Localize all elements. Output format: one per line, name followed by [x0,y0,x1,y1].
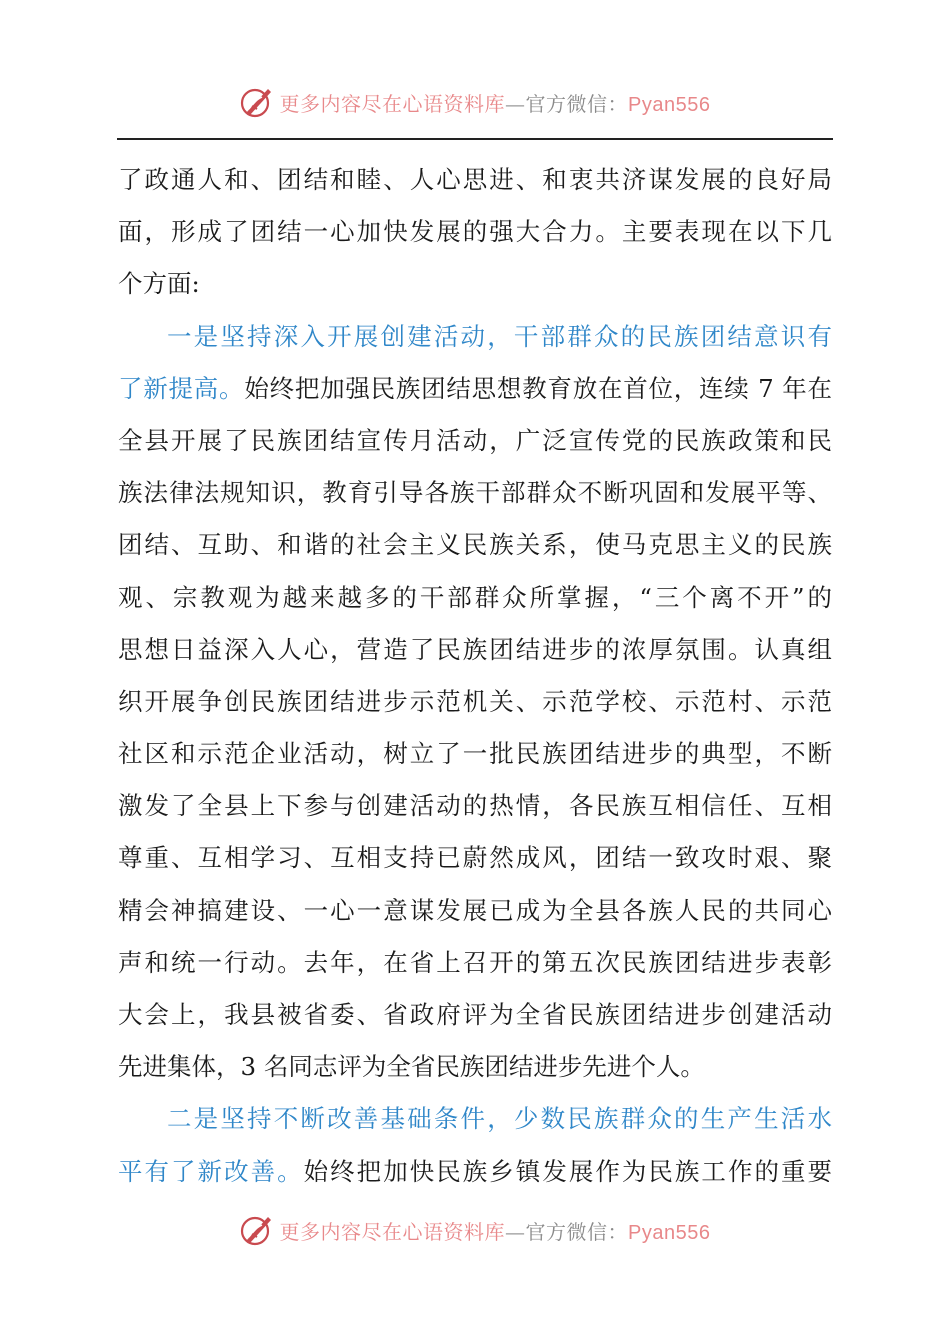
body-text-run: 始终把加强民族团结思想教育放在首位，连续 7 年在 [244,373,832,403]
footer-wechat-id: Pyan556 [628,1221,711,1244]
document-body [118,154,832,1198]
body-text-run: 观、宗教观为越来越多的干部群众所掌握，“三个离不开”的 [118,582,832,612]
header-divider [117,138,833,140]
body-text-run: 始终把加快民族乡镇发展作为民族工作的重要 [303,1156,833,1186]
quill-logo-icon [240,1213,274,1247]
body-text-run: 声和统一行动。去年，在省上召开的第五次民族团结进步表彰 [118,947,832,977]
highlighted-heading: 二是坚持不断改善基础条件，少数民族群众的生产生活水 [167,1104,832,1134]
body-text-run: 激发了全县上下参与创建活动的热情，各民族互相信任、互相 [118,791,832,821]
highlighted-heading: 一是坚持深入开展创建活动，干部群众的民族团结意识有 [167,321,832,351]
body-text-run: 先进集体，3 名同志评为全省民族团结进步先进个人。 [118,1052,705,1082]
body-text-run: 全县开展了民族团结宣传月活动，广泛宣传党的民族政策和民 [118,425,832,455]
footer-brand-name: 更多内容尽在心语资料库 [279,1219,506,1244]
body-text-run: 精会神搞建设、一心一意谋发展已成为全县各族人民的共同心 [118,895,832,925]
text-line [118,467,832,519]
body-text-run: 尊重、互相学习、互相支持已蔚然成风，团结一致攻时艰、聚 [118,843,832,873]
body-text-run: 社区和示范企业活动，树立了一批民族团结进步的典型，不断 [118,739,832,769]
text-line [118,728,832,780]
body-text-run: 了政通人和、团结和睦、人心思进、和衷共济谋发展的良好局 [118,165,832,194]
body-text-run: 织开展争创民族团结进步示范机关、示范学校、示范村、示范 [118,686,832,716]
body-text-run: 思想日益深入人心，营造了民族团结进步的浓厚氛围。认真组 [118,634,832,664]
page-footer [0,1208,950,1252]
text-line [118,624,832,676]
text-line [118,519,832,571]
body-text-run: 族法律法规知识，教育引导各族干部群众不断巩固和发展平等、 [118,478,832,508]
footer-separator: — [505,1219,526,1244]
footer-brand [280,1216,711,1245]
text-line [118,363,832,415]
text-line [118,311,832,363]
header-brand [280,88,711,117]
header-wechat-label: 官方微信： [525,91,629,116]
text-line [118,258,832,310]
text-line [118,206,832,258]
text-line [118,676,832,728]
footer-wechat-label: 官方微信： [525,1219,629,1244]
text-line [118,832,832,884]
quill-logo-icon [240,85,274,119]
text-line [118,1093,832,1145]
text-line [118,572,832,624]
text-line [118,415,832,467]
page-header [0,80,950,124]
text-line [118,885,832,937]
text-line [118,989,832,1041]
body-text-run: 个方面: [118,269,200,299]
highlighted-heading: 平有了新改善。 [118,1156,304,1186]
body-text-run: 团结、互助、和谐的社会主义民族关系，使马克思主义的民族 [118,530,832,560]
header-wechat-id: Pyan556 [628,93,711,116]
body-text-run: 大会上，我县被省委、省政府评为全省民族团结进步创建活动 [118,1000,832,1029]
highlighted-heading: 了新提高。 [118,373,245,403]
text-line [118,154,832,206]
header-separator: — [505,91,526,116]
text-line [118,1146,832,1198]
body-text-run: 面，形成了团结一心加快发展的强大合力。主要表现在以下几 [118,217,832,247]
text-line [118,780,832,832]
text-line [118,937,832,989]
header-brand-name: 更多内容尽在心语资料库 [279,91,506,116]
text-line [118,1041,832,1093]
